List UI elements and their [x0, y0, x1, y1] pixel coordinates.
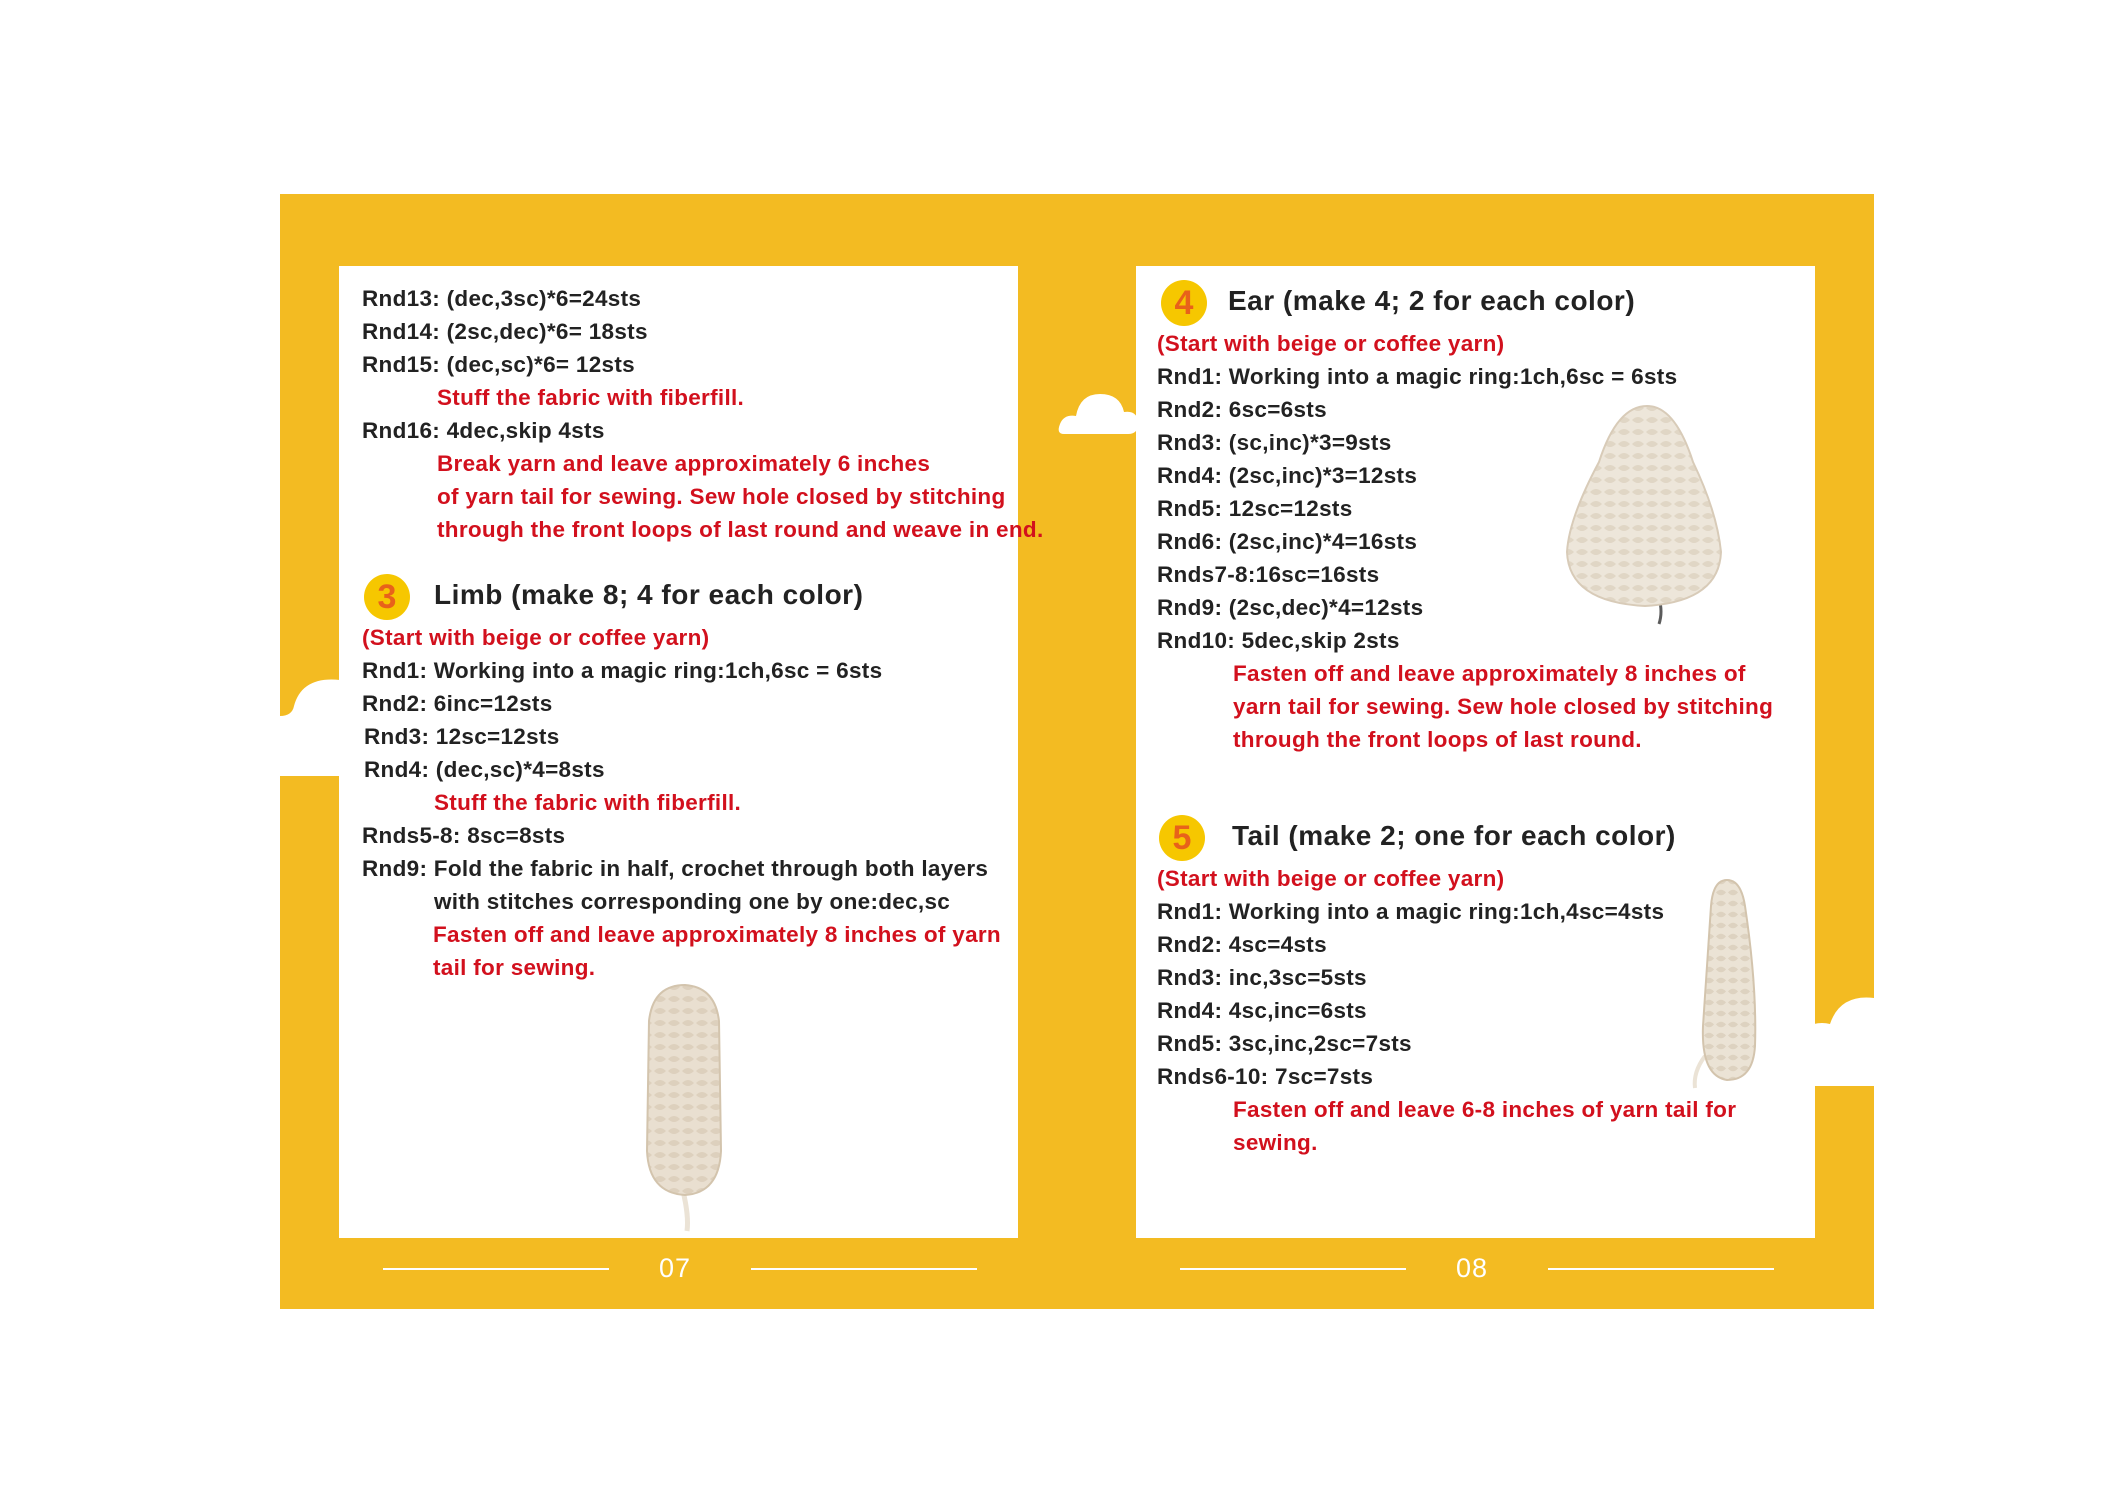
pattern-line: Rnd14: (2sc,dec)*6= 18sts: [362, 319, 648, 344]
cloud-left-edge: [280, 676, 340, 776]
pattern-line: Rnd2: 4sc=4sts: [1157, 932, 1327, 957]
right-page: [1136, 266, 1815, 1283]
section-title: Limb (make 8; 4 for each color): [434, 579, 864, 610]
pattern-line: Rnd3: 12sc=12sts: [364, 724, 560, 749]
footer-rule: [1548, 1268, 1774, 1270]
instruction-note: through the front loops of last round.: [1233, 727, 1642, 752]
pattern-line: with stitches corresponding one by one:dec,sc: [434, 889, 951, 914]
pattern-line: Rnd1: Working into a magic ring:1ch,6sc = 6sts: [362, 658, 883, 683]
pattern-line: Rnd16: 4dec,skip 4sts: [362, 418, 605, 443]
section-title: Ear (make 4; 2 for each color): [1228, 285, 1636, 316]
step-number-badge: 4: [1161, 280, 1207, 326]
crocheted-tail-photo: [1691, 876, 1771, 1091]
section-title: Tail (make 2; one for each color): [1232, 820, 1676, 851]
instruction-note: Break yarn and leave approximately 6 inches: [437, 451, 931, 476]
pattern-line: Rnd13: (dec,3sc)*6=24sts: [362, 286, 642, 311]
pattern-line: Rnd5: 12sc=12sts: [1157, 496, 1353, 521]
left-page: [339, 266, 1044, 1283]
pattern-line: Rnd10: 5dec,skip 2sts: [1157, 628, 1400, 653]
pattern-line: Rnd1: Working into a magic ring:1ch,4sc=4sts: [1157, 899, 1665, 924]
pattern-line: Rnd3: inc,3sc=5sts: [1157, 965, 1367, 990]
start-note: (Start with beige or coffee yarn): [1157, 866, 1505, 891]
pattern-line: Rnd2: 6sc=6sts: [1157, 397, 1327, 422]
pattern-line: Rnds6-10: 7sc=7sts: [1157, 1064, 1374, 1089]
pattern-line: Rnd4: (2sc,inc)*3=12sts: [1157, 463, 1418, 488]
instruction-note: Stuff the fabric with fiberfill.: [434, 790, 742, 815]
page-number: 08: [1456, 1253, 1489, 1283]
instruction-note: Stuff the fabric with fiberfill.: [437, 385, 745, 410]
crocheted-ear-photo: [1561, 402, 1731, 624]
instruction-note: of yarn tail for sewing. Sew hole closed by stitching: [437, 484, 1006, 509]
instruction-note: Fasten off and leave approximately 8 inches of: [1233, 661, 1746, 686]
pattern-line: Rnd4: (dec,sc)*4=8sts: [364, 757, 605, 782]
pattern-line: Rnd3: (sc,inc)*3=9sts: [1157, 430, 1392, 455]
instruction-note: through the front loops of last round and weave in end.: [437, 517, 1044, 542]
booklet-spread: [280, 194, 1874, 1309]
pattern-line: Rnd15: (dec,sc)*6= 12sts: [362, 352, 635, 377]
footer-rule: [1180, 1268, 1406, 1270]
pattern-line: Rnd1: Working into a magic ring:1ch,6sc = 6sts: [1157, 364, 1678, 389]
pattern-line: Rnds5-8: 8sc=8sts: [362, 823, 566, 848]
footer-rule: [383, 1268, 609, 1270]
instruction-note: Fasten off and leave approximately 8 inches of yarn: [433, 922, 1001, 947]
pattern-line: Rnd2: 6inc=12sts: [362, 691, 553, 716]
step-number-badge: 5: [1159, 815, 1205, 861]
footer-rule: [751, 1268, 977, 1270]
instruction-note: yarn tail for sewing. Sew hole closed by stitching: [1233, 694, 1774, 719]
pattern-line: Rnd6: (2sc,inc)*4=16sts: [1157, 529, 1418, 554]
instruction-note: sewing.: [1233, 1130, 1318, 1155]
pattern-line: Rnd9: Fold the fabric in half, crochet through both layers: [362, 856, 989, 881]
pattern-line: Rnd9: (2sc,dec)*4=12sts: [1157, 595, 1424, 620]
pattern-line: Rnd4: 4sc,inc=6sts: [1157, 998, 1367, 1023]
cloud-center: [1058, 390, 1140, 440]
crocheted-limb-photo: [639, 981, 749, 1231]
start-note: (Start with beige or coffee yarn): [1157, 331, 1505, 356]
instruction-note: Fasten off and leave 6-8 inches of yarn tail for: [1233, 1097, 1737, 1122]
pattern-line: Rnds7-8:16sc=16sts: [1157, 562, 1380, 587]
instruction-note: tail for sewing.: [433, 955, 596, 980]
step-number-badge: 3: [364, 574, 410, 620]
pattern-line: Rnd5: 3sc,inc,2sc=7sts: [1157, 1031, 1412, 1056]
page-number: 07: [659, 1253, 692, 1283]
cloud-right-edge: [1814, 994, 1874, 1086]
start-note: (Start with beige or coffee yarn): [362, 625, 710, 650]
